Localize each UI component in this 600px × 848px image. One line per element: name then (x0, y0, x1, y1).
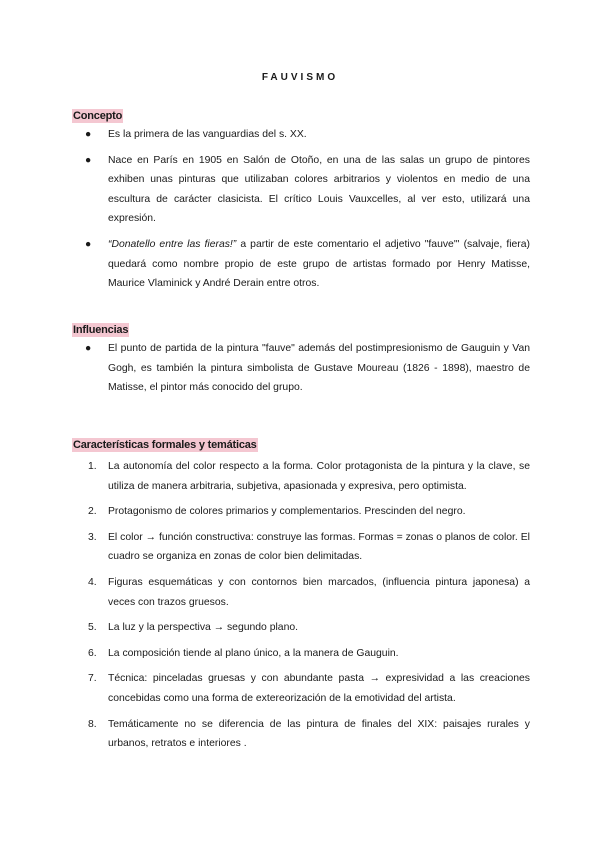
list-item (72, 339, 530, 398)
section-heading: Influencias (73, 324, 129, 336)
list-item (72, 151, 530, 229)
item-text: Protagonismo de colores primarios y complementarios. Prescinden del negro. (108, 506, 466, 518)
item-text: Es la primera de las vanguardias del s. XX. (108, 129, 307, 140)
item-number: 5. (88, 622, 97, 634)
item-number: 1. (88, 461, 97, 472)
item-number: 6. (88, 647, 97, 659)
item-text: El color → función constructiva: construye las formas. Formas = zonas o planos de color. El cuadro se organiza en zonas de color bien delimitadas. (108, 531, 530, 563)
item-text: La composición tiende al plano único, a la manera de Gauguin. (108, 647, 399, 659)
list-item (72, 235, 530, 294)
list-item (72, 669, 530, 708)
section-concepto (72, 106, 530, 294)
item-number: 2. (88, 506, 97, 518)
item-quote: “Donatello entre las fieras!” (108, 238, 237, 250)
list-item (72, 125, 530, 145)
section-influencias (72, 320, 530, 398)
bullet-list (72, 339, 530, 398)
item-number: 8. (88, 718, 97, 730)
item-number: 3. (88, 531, 97, 543)
bullet-icon: ● (85, 238, 92, 250)
item-number: 7. (88, 673, 97, 685)
section-heading: Características formales y temáticas (73, 439, 257, 451)
bullet-icon: ● (85, 154, 92, 166)
item-text: La autonomía del color respecto a la forma. Color protagonista de la pintura y la clave, se utiliza de manera arbitraria, subjetiva, apasionada y expresiva, pero optimista. (108, 461, 530, 492)
item-text: a partir de este comentario el adjetivo "fauve"' (salvaje, fiera) quedará como nombre propio de este grupo de artistas formado por Henry Matisse, Maurice Vlaminick y André Derain entre otros. (108, 238, 530, 290)
document-title: FAUVISMO (261, 72, 339, 83)
list-item (72, 502, 530, 522)
item-text: El punto de partida de la pintura "fauve" además del postimpresionismo de Gauguin y Van Gogh, es también la pintura simbolista de Gustave Moureau (1826 - 1898), maestro de Matisse, el pintor más conocido del grupo. (108, 343, 530, 394)
item-number: 4. (88, 576, 97, 588)
item-text: Nace en París en 1905 en Salón de Otoño, en una de las salas un grupo de pintores exhiben unas pinturas que utilizaban colores arbitrarios y violentos en medio de una escultura de carácter clasicista. El crítico Louis Vauxcelles, al ver esto, utilizará una expresión. (108, 154, 530, 225)
bullet-icon: ● (85, 343, 92, 354)
item-text: Figuras esquemáticas y con contornos bien marcados, (influencia pintura japonesa) a veces con trazos gruesos. (108, 576, 530, 608)
item-text: Técnica: pinceladas gruesas y con abundante pasta → expresividad a las creaciones concebidas como una forma de extereorización de la emotividad del artista. (108, 673, 530, 704)
list-item (72, 528, 530, 567)
section-heading: Concepto (73, 110, 123, 122)
numbered-list (72, 457, 530, 754)
item-text: Temáticamente no se diferencia de las pintura de finales del XIX: paisajes rurales y urbanos, retratos e interiores . (108, 718, 530, 750)
list-item (72, 457, 530, 496)
bullet-icon: ● (85, 129, 92, 140)
list-item (72, 644, 530, 664)
list-item (72, 618, 530, 638)
item-text: La luz y la perspectiva → segundo plano. (108, 622, 299, 634)
list-item (72, 573, 530, 612)
section-caracteristicas (72, 435, 530, 754)
list-item (72, 715, 530, 754)
bullet-list (72, 125, 530, 294)
